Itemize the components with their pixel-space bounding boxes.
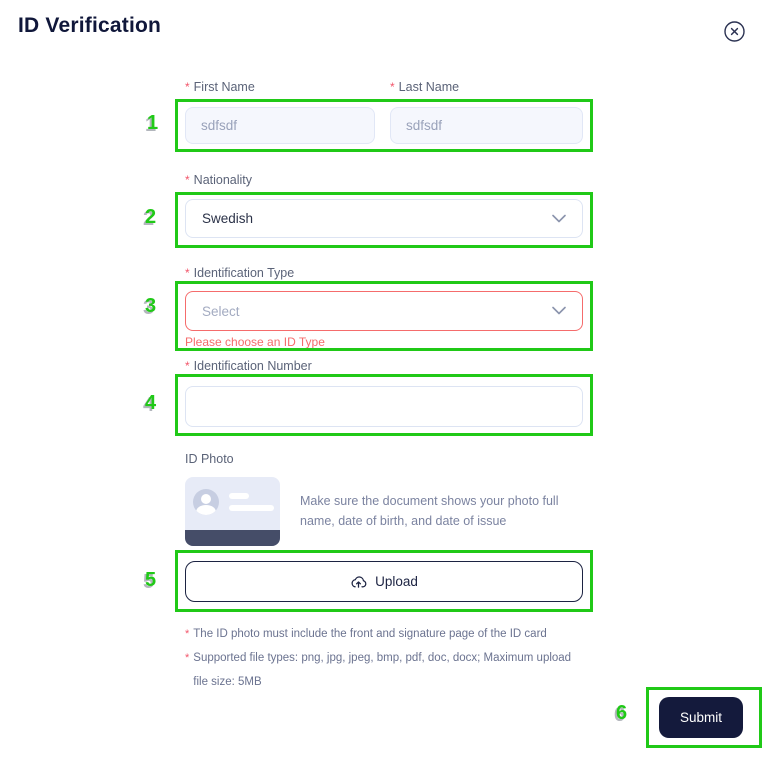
chevron-down-icon: [552, 302, 566, 320]
required-asterisk: *: [185, 173, 190, 187]
annotation-number-4: 4: [145, 392, 157, 414]
card-text-line: [229, 493, 249, 499]
last-name-label: * Last Name: [390, 80, 460, 94]
required-asterisk: *: [390, 80, 395, 94]
cloud-upload-icon: [350, 574, 367, 589]
id-card-illustration: [185, 477, 280, 546]
annotation-number-5: 5: [145, 569, 157, 591]
note-item: * Supported file types: png, jpg, jpeg, bmp, pdf, doc, docx; Maximum upload file size: 5MB: [185, 646, 587, 694]
card-text-line: [229, 505, 274, 511]
first-name-input[interactable]: [185, 107, 375, 144]
annotation-number-2: 2: [145, 206, 157, 228]
close-icon: [723, 31, 746, 46]
annotation-number-1: 1: [147, 112, 159, 134]
required-asterisk: *: [185, 80, 190, 94]
upload-label: Upload: [375, 574, 418, 589]
upload-button[interactable]: [185, 561, 583, 602]
id-type-error: Please choose an ID Type: [185, 335, 325, 349]
id-photo-label: ID Photo: [185, 452, 234, 466]
close-button[interactable]: [723, 20, 746, 43]
id-type-label: * Identification Type: [185, 266, 295, 280]
required-asterisk: *: [185, 628, 190, 640]
note-item: * The ID photo must include the front and signature page of the ID card: [185, 622, 587, 646]
last-name-input[interactable]: [390, 107, 583, 144]
required-asterisk: *: [185, 359, 190, 373]
submit-button[interactable]: Submit: [659, 697, 743, 738]
nationality-label: * Nationality: [185, 173, 253, 187]
id-number-label: * Identification Number: [185, 359, 312, 373]
id-type-select[interactable]: [185, 291, 583, 331]
required-asterisk: *: [185, 652, 190, 664]
chevron-down-icon: [552, 210, 566, 228]
first-name-label: * First Name: [185, 80, 255, 94]
page-title: ID Verification: [18, 14, 162, 37]
id-number-input[interactable]: [185, 386, 583, 427]
nationality-select[interactable]: [185, 199, 583, 238]
card-bottom-band: [185, 530, 280, 546]
id-photo-hint: Make sure the document shows your photo full name, date of birth, and date of issue: [300, 494, 559, 528]
required-asterisk: *: [185, 266, 190, 280]
id-type-placeholder: Select: [202, 303, 240, 319]
avatar-icon: [193, 489, 219, 515]
annotation-number-6: 6: [616, 702, 628, 724]
nationality-value: Swedish: [202, 211, 254, 226]
annotation-number-3: 3: [145, 295, 157, 317]
